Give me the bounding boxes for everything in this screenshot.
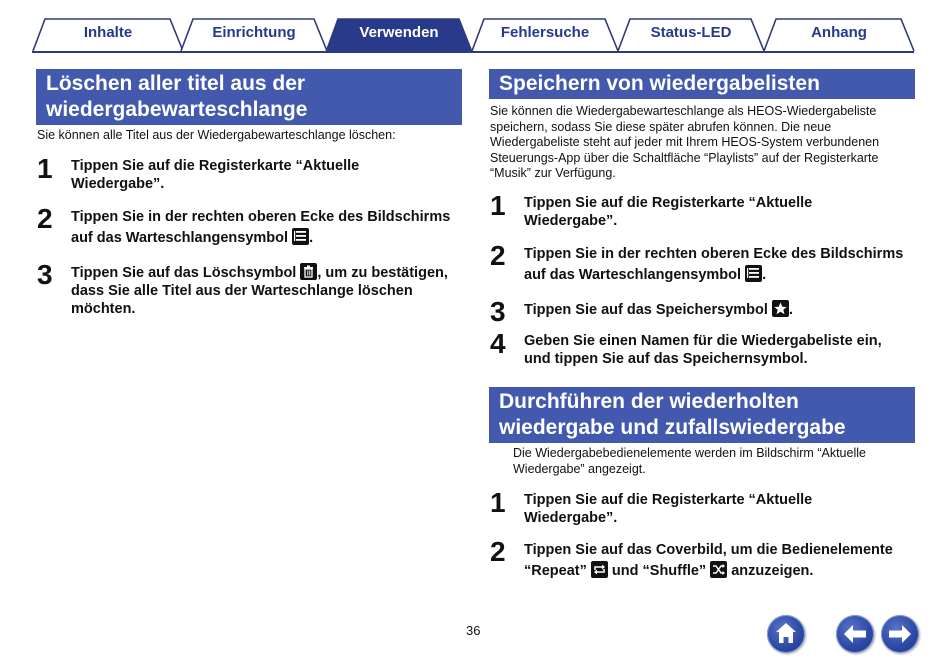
step-text	[524, 540, 893, 582]
step-line: Tippen Sie in der rechten oberen Ecke des Bildschirms	[524, 246, 904, 262]
forward-button[interactable]	[881, 615, 919, 653]
step-number: 2	[37, 203, 53, 234]
step-line: und tippen Sie auf das Speichernsymbol.	[524, 351, 808, 367]
tab-fehlersuche[interactable]	[471, 18, 619, 52]
section-heading-save-playlist	[489, 69, 915, 99]
heading-line: Löschen aller titel aus der	[46, 72, 306, 95]
step-text	[524, 194, 812, 230]
step-line: Tippen Sie in der rechten oberen Ecke des Bildschirms	[71, 209, 451, 225]
step	[490, 536, 920, 584]
intro-text	[513, 446, 866, 477]
step-line: Geben Sie einen Namen für die Wiedergabeliste ein,	[524, 333, 882, 349]
repeat-icon	[591, 561, 608, 578]
step-line-part: “Repeat”	[524, 563, 587, 579]
intro-line: Steuerungs-App über die Schaltfläche “Playlists” auf der Registerkarte	[490, 150, 879, 165]
step-text	[71, 157, 359, 193]
tab-verwenden[interactable]	[325, 18, 473, 52]
step-line-part: anzuzeigen.	[731, 563, 814, 579]
tab-bar	[0, 0, 950, 56]
step-number: 1	[490, 487, 506, 518]
step	[490, 190, 920, 234]
step-line: dass Sie alle Titel aus der Warteschlange löschen	[71, 283, 413, 299]
step	[490, 296, 920, 327]
intro-text: Sie können alle Titel aus der Wiedergabewarteschlange löschen:	[37, 128, 396, 142]
step-line	[71, 263, 448, 282]
intro-line: speichern, sodass Sie diese später abrufen können. Die neue	[490, 119, 832, 134]
arrow-left-icon	[836, 615, 874, 653]
save-star-icon	[772, 300, 789, 317]
step-text	[524, 300, 793, 319]
step-text	[71, 207, 450, 249]
step	[490, 487, 920, 531]
step-line	[524, 265, 903, 286]
step-line-part: Tippen Sie auf das Speichersymbol	[524, 302, 768, 318]
step-line: möchten.	[71, 301, 136, 317]
heading-line: wiedergabe und zufallswiedergabe	[499, 416, 846, 439]
step	[37, 259, 467, 323]
step-line-part: .	[309, 230, 314, 246]
tab-label: Inhalte	[83, 24, 133, 41]
step-line	[71, 228, 450, 249]
step-line-part: .	[762, 267, 767, 283]
page-number: 36	[466, 623, 481, 638]
tab-inhalte[interactable]	[32, 18, 184, 52]
back-button[interactable]	[836, 615, 874, 653]
tab-label: Anhang	[811, 24, 867, 41]
step	[490, 240, 920, 288]
step-line-part: und “Shuffle”	[611, 563, 707, 579]
queue-icon	[292, 228, 309, 245]
intro-line: “Musik” zur Verfügung.	[490, 166, 616, 180]
tab-label: Verwenden	[359, 24, 439, 41]
step-line: Tippen Sie auf die Registerkarte “Aktuelle	[524, 195, 813, 211]
step	[37, 153, 467, 197]
step-number: 1	[490, 190, 506, 221]
tab-label: Einrichtung	[212, 24, 296, 41]
section-heading-clear-queue	[36, 69, 462, 125]
step	[490, 328, 920, 372]
step-line: Tippen Sie auf die Registerkarte “Aktuelle	[524, 492, 813, 508]
step-line-part: auf das Warteschlangensymbol	[71, 230, 289, 246]
step-line: Tippen Sie auf das Coverbild, um die Bedienelemente	[524, 542, 893, 558]
tab-label: Status-LED	[650, 24, 732, 41]
step-line-part: .	[788, 302, 793, 318]
arrow-right-icon	[881, 615, 919, 653]
intro-text	[490, 104, 879, 182]
section-heading-repeat-shuffle	[489, 387, 915, 443]
heading-line: Durchführen der wiederholten	[499, 390, 799, 413]
step-line	[524, 561, 893, 582]
tab-einrichtung[interactable]	[180, 18, 328, 52]
step-text	[524, 332, 882, 368]
heading-line: wiedergabewarteschlange	[46, 98, 308, 121]
step-number: 2	[490, 536, 506, 567]
intro-line: Die Wiedergabebedienelemente werden im Bildschirm “Aktuelle	[513, 446, 866, 460]
intro-line: Sie können die Wiedergabewarteschlange als HEOS-Wiedergabeliste	[490, 104, 877, 118]
step-line-part: Tippen Sie auf das Löschsymbol	[71, 265, 297, 281]
tab-anhang[interactable]	[763, 18, 915, 52]
intro-line: Wiedergabe” angezeigt.	[513, 461, 646, 476]
shuffle-icon	[710, 561, 727, 578]
step-line-part: auf das Warteschlangensymbol	[524, 267, 742, 283]
step-number: 2	[490, 240, 506, 271]
home-button[interactable]	[767, 615, 805, 653]
intro-line: Wiedergabeliste steht auf jeder mit Ihrem HEOS-System verbundenen	[490, 135, 880, 149]
step-text	[524, 244, 903, 286]
step-line: Wiedergabe”.	[71, 176, 165, 192]
trash-icon	[300, 263, 317, 280]
tab-label: Fehlersuche	[500, 24, 590, 41]
step-number: 3	[490, 296, 506, 327]
step-text	[71, 263, 448, 318]
tab-status-led[interactable]	[617, 18, 765, 52]
step-number: 1	[37, 153, 53, 184]
step-line: Tippen Sie auf die Registerkarte “Aktuelle	[71, 158, 360, 174]
step-number: 3	[37, 259, 53, 290]
step-line-part: , um zu bestätigen,	[317, 265, 448, 281]
step-line: Wiedergabe”.	[524, 213, 618, 229]
step	[37, 203, 467, 251]
queue-icon	[745, 265, 762, 282]
step-line: Wiedergabe”.	[524, 510, 618, 526]
step-number: 4	[490, 328, 506, 359]
step-text	[524, 491, 812, 527]
home-icon	[767, 615, 805, 653]
heading-line: Speichern von wiedergabelisten	[499, 72, 820, 95]
